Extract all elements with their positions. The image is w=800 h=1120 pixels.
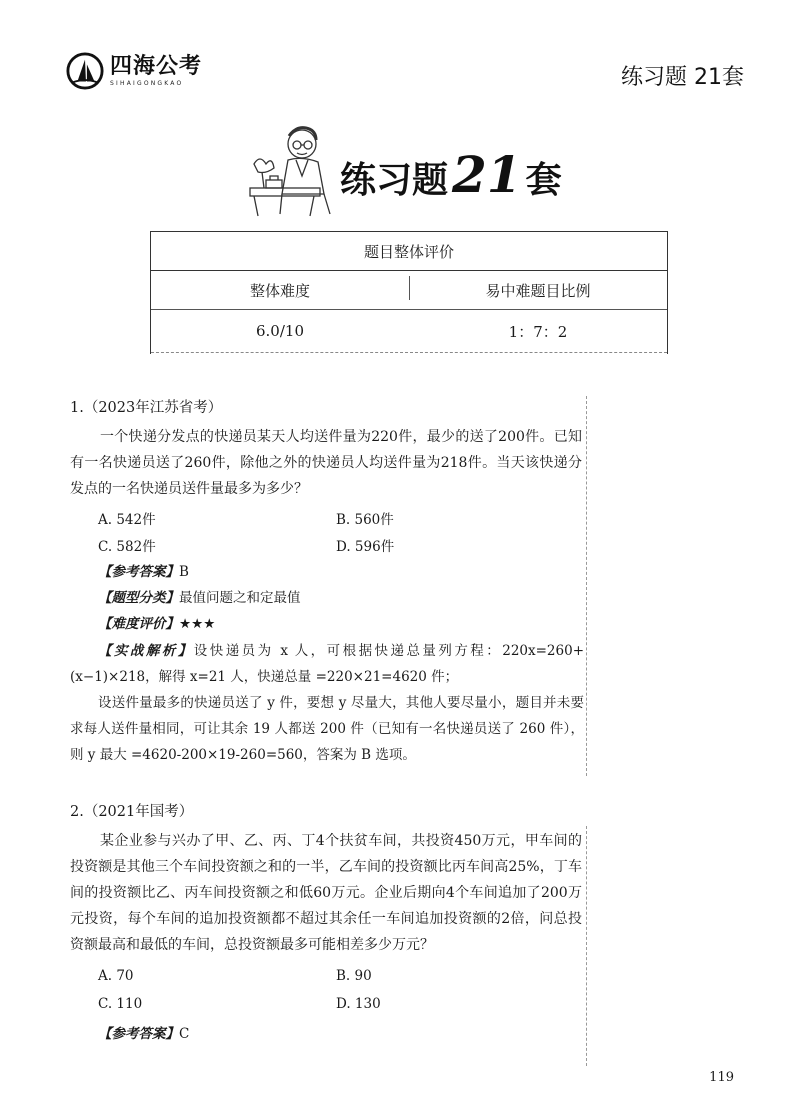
logo-text-cn: 四海公考: [110, 54, 203, 79]
question-1-answer: [98, 560, 189, 580]
difficulty-stars: ★★★: [179, 616, 216, 632]
evaluation-table: [150, 231, 668, 354]
question-2-stem: 某企业参与兴办了甲、乙、丙、丁4个扶贫车间，共投资450万元，甲车间的投资额是其他三个车间投资额之和的一半，乙车间的投资额比丙车间高25%，丁车间的投资额比乙、丙车间投资额之和低60万元。企业后期向4个车间追加了200万元投资，每个车间的追加投资额都不超过其余任一车间追加投资额的2倍，问总投资额最高和最低的车间，总投资额最多可能相差多少万元？: [70, 833, 582, 953]
margin-guide: [586, 826, 587, 1066]
header-title: 练习题 21套: [621, 65, 744, 90]
type-tag: 【题型分类】: [98, 590, 179, 606]
question-1-option-a: A. 542件: [98, 512, 156, 528]
analysis-tag: 【实战解析】: [98, 643, 194, 659]
brand-logo: [66, 52, 202, 90]
question-2-option-d: D. 130: [336, 996, 381, 1012]
question-1-type: [98, 586, 301, 606]
analysis-text-1: 设快递员为 x 人，可根据快递总量列方程：220x=260+(x−1)×218，解得 x=21 人，快递总量 =220×21=4620 件；: [70, 643, 585, 685]
main-title-prefix: 练习题: [340, 160, 449, 201]
evaluation-heading-row: [151, 232, 667, 271]
margin-guide: [586, 396, 587, 776]
answer-value: B: [179, 564, 189, 580]
ratio-value: 1：7：2: [508, 322, 568, 341]
evaluation-heading: 题目整体评价: [363, 242, 454, 261]
answer-tag: 【参考答案】: [98, 1026, 179, 1042]
teacher-illustration-icon: [244, 124, 336, 220]
main-title-number: 21: [452, 145, 522, 204]
question-2-header: 2.（2021年国考）: [70, 804, 194, 820]
question-1-analysis-2: 设送件量最多的快递员送了 y 件，要想 y 尽量大，其他人要尽量小，题目并未要求每人送件量相同，可让其余 19 人都送 200 件（已知有一名快递员送了 260 件），则 y 最大 =4620-200×19-260=560，答案为 B 选项。: [70, 695, 584, 763]
question-2-answer: [98, 1022, 189, 1042]
difficulty-value: 6.0/10: [256, 322, 304, 340]
answer-value: C: [179, 1026, 190, 1042]
column-divider: [409, 276, 410, 300]
question-2-option-a: A. 70: [98, 968, 134, 984]
main-title-suffix: 套: [525, 160, 562, 201]
logo-text-en: SIHAIGONGKAO: [110, 80, 184, 87]
answer-tag: 【参考答案】: [98, 564, 179, 580]
type-value: 最值问题之和定最值: [179, 590, 301, 606]
question-1-option-d: D. 596件: [336, 539, 395, 555]
question-1-option-b: B. 560件: [336, 512, 394, 528]
page-number: 119: [709, 1070, 734, 1085]
main-title: [340, 145, 562, 204]
evaluation-value-row: [151, 310, 667, 353]
question-1-option-c: C. 582件: [98, 539, 156, 555]
difficulty-label: 整体难度: [249, 281, 310, 300]
difficulty-tag: 【难度评价】: [98, 616, 179, 632]
question-2-option-c: C. 110: [98, 996, 143, 1012]
question-2-option-b: B. 90: [336, 968, 372, 984]
question-1-stem: 一个快递分发点的快递员某天人均送件量为220件，最少的送了200件。已知有一名快递员送了260件，除他之外的快递员人均送件量为218件。当天该快递分发点的一名快递员送件量最多为多少？: [70, 429, 582, 497]
sail-logo-icon: [66, 52, 104, 90]
question-1-analysis: [70, 638, 584, 690]
ratio-label: 易中难题目比例: [485, 281, 591, 300]
question-1-header: 1.（2023年江苏省考）: [70, 400, 223, 416]
question-1-difficulty: [98, 612, 215, 632]
